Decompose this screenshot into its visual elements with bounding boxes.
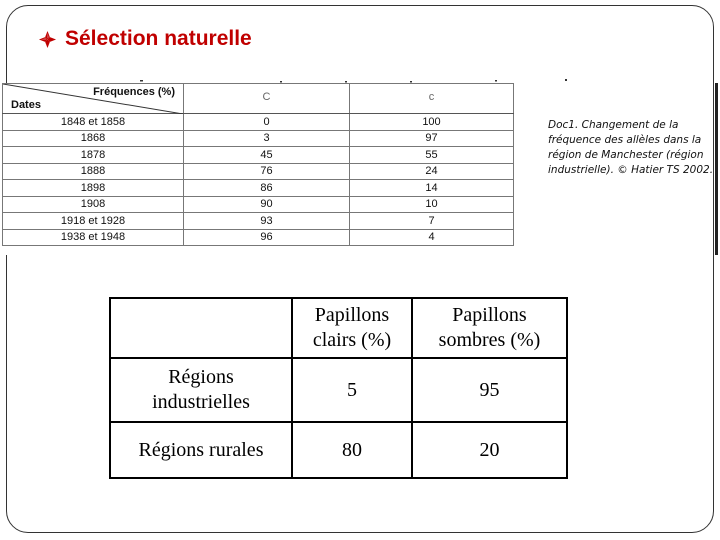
table-row: 1918 et 1928 93 7 — [3, 213, 514, 230]
value-clairs: 80 — [292, 422, 412, 478]
scanned-frequency-table — [2, 83, 514, 255]
empty-corner-cell — [110, 298, 292, 358]
diamond-bullet-icon — [38, 30, 57, 49]
papillons-table — [109, 297, 568, 479]
value-sombres: 20 — [412, 422, 567, 478]
table-row: 1908 90 10 — [3, 196, 514, 213]
table-header-row — [3, 84, 514, 114]
header-clairs: Papillons clairs (%) — [292, 298, 412, 358]
header-dates: Dates — [11, 99, 41, 111]
table-row: 1898 86 14 — [3, 180, 514, 197]
header-sombres: Papillons sombres (%) — [412, 298, 567, 358]
table-row: 1868 3 97 — [3, 130, 514, 147]
header-allele-1: C — [184, 84, 350, 114]
allele-frequency-table — [2, 83, 514, 246]
slide-title: Sélection naturelle — [65, 27, 252, 50]
row-label: Régions industrielles — [110, 358, 292, 422]
table-row: 1888 76 24 — [3, 163, 514, 180]
table-row: 1938 et 1948 96 4 — [3, 229, 514, 246]
table-row: 1878 45 55 — [3, 147, 514, 164]
scan-edge — [715, 83, 718, 255]
header-allele-2: c — [350, 84, 514, 114]
header-diagonal-cell — [3, 84, 184, 114]
table-row — [110, 358, 567, 422]
slide-title-row — [38, 27, 252, 51]
papillons-header-row — [110, 298, 567, 358]
header-frequences: Fréquences (%) — [93, 86, 175, 98]
document-caption: Doc1. Changement de la fréquence des allèles dans la région de Manchester (région industrielle). © Hatier TS 2002. — [548, 119, 714, 176]
table-row — [110, 422, 567, 478]
value-sombres: 95 — [412, 358, 567, 422]
value-clairs: 5 — [292, 358, 412, 422]
table-row: 1848 et 1858 0 100 — [3, 114, 514, 131]
row-label: Régions rurales — [110, 422, 292, 478]
